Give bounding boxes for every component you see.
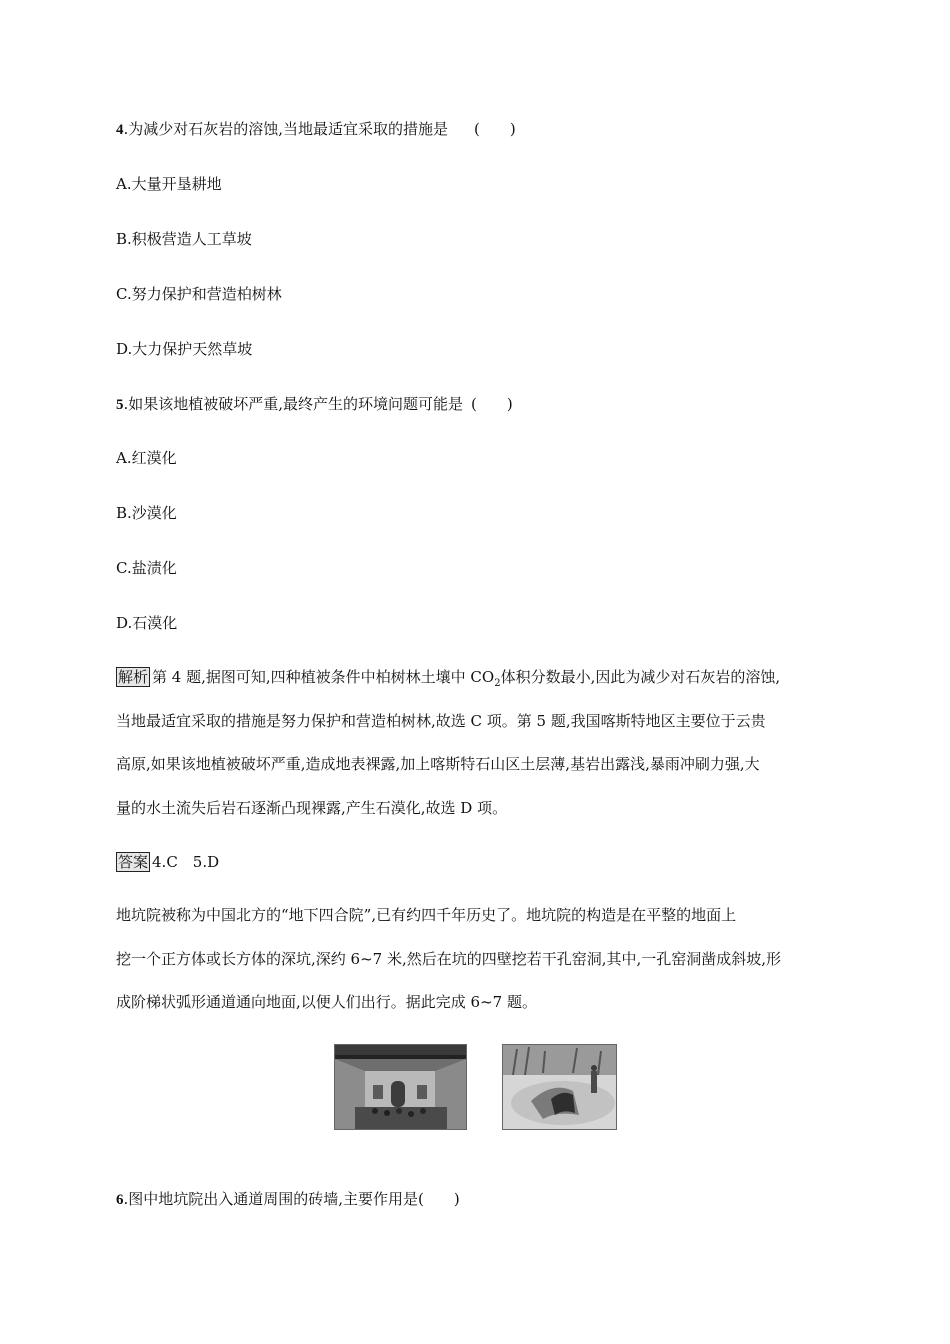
analysis-line-3: 高原,如果该地植被破坏严重,造成地表裸露,加上喀斯特石山区土层薄,基岩出露浅,暴雨冲刷力强,大 xyxy=(116,755,760,773)
analysis-tag: 解析 xyxy=(118,668,149,686)
subscript: 2 xyxy=(494,678,501,689)
question-text: .图中地坑院出入通道周围的砖墙,主要作用是 xyxy=(123,1190,419,1208)
option-d: D.大力保护天然草坡 xyxy=(116,340,253,358)
analysis-line-4: 量的水土流失后岩石逐渐凸现裸露,产生石漠化,故选 D 项。 xyxy=(116,799,508,817)
entrance-photo-graphic xyxy=(503,1045,616,1129)
passage-line-2: 挖一个正方体或长方体的深坑,深约 6~7 米,然后在坑的四壁挖若干孔窑洞,其中,一孔窑洞凿成斜坡,形 xyxy=(116,950,782,968)
option-b: B.沙漠化 xyxy=(116,504,177,522)
analysis-line-2: 当地最适宜采取的措施是努力保护和营造柏树林,故选 C 项。第 5 题,我国喀斯特地区主要位于云贵 xyxy=(116,712,766,730)
option-a: A.红漠化 xyxy=(116,449,177,467)
option-b: B.积极营造人工草坡 xyxy=(116,230,252,248)
answer-blank: ( ) xyxy=(474,120,516,138)
question-number: 6 xyxy=(116,1192,124,1208)
option-c: C.努力保护和营造柏树林 xyxy=(116,285,282,303)
passage-line-1: 地坑院被称为中国北方的“地下四合院”,已有约四千年历史了。地坑院的构造是在平整的地面上 xyxy=(116,906,737,924)
answer-line xyxy=(116,851,836,873)
question-number: 4 xyxy=(116,122,124,138)
answer-blank: ( ) xyxy=(418,1190,460,1208)
question-5-stem xyxy=(116,393,513,416)
option-a: A.大量开垦耕地 xyxy=(116,175,222,193)
answer-blank: ( ) xyxy=(471,395,513,413)
answer-text: 4.C 5.D xyxy=(152,853,220,871)
entrance-photo xyxy=(502,1044,617,1130)
question-4-stem xyxy=(116,118,516,141)
question-number: 5 xyxy=(116,397,124,413)
analysis-text: 体积分数最小,因此为减少对石灰岩的溶蚀, xyxy=(500,668,781,686)
option-c: C.盐渍化 xyxy=(116,559,177,577)
analysis-text: 第 4 题,据图可知,四种植被条件中柏树林土壤中 CO xyxy=(152,668,495,686)
courtyard-photo xyxy=(334,1044,467,1130)
option-d: D.石漠化 xyxy=(116,614,178,632)
passage-line-3: 成阶梯状弧形通道通向地面,以便人们出行。据此完成 6~7 题。 xyxy=(116,993,537,1011)
courtyard-photo-graphic xyxy=(335,1045,466,1129)
question-text: .为减少对石灰岩的溶蚀,当地最适宜采取的措施是 xyxy=(123,120,449,138)
question-text: .如果该地植被破坏严重,最终产生的环境问题可能是 xyxy=(123,395,464,413)
question-6-stem xyxy=(116,1188,460,1211)
analysis-line-1 xyxy=(116,666,836,695)
answer-tag: 答案 xyxy=(118,853,149,871)
